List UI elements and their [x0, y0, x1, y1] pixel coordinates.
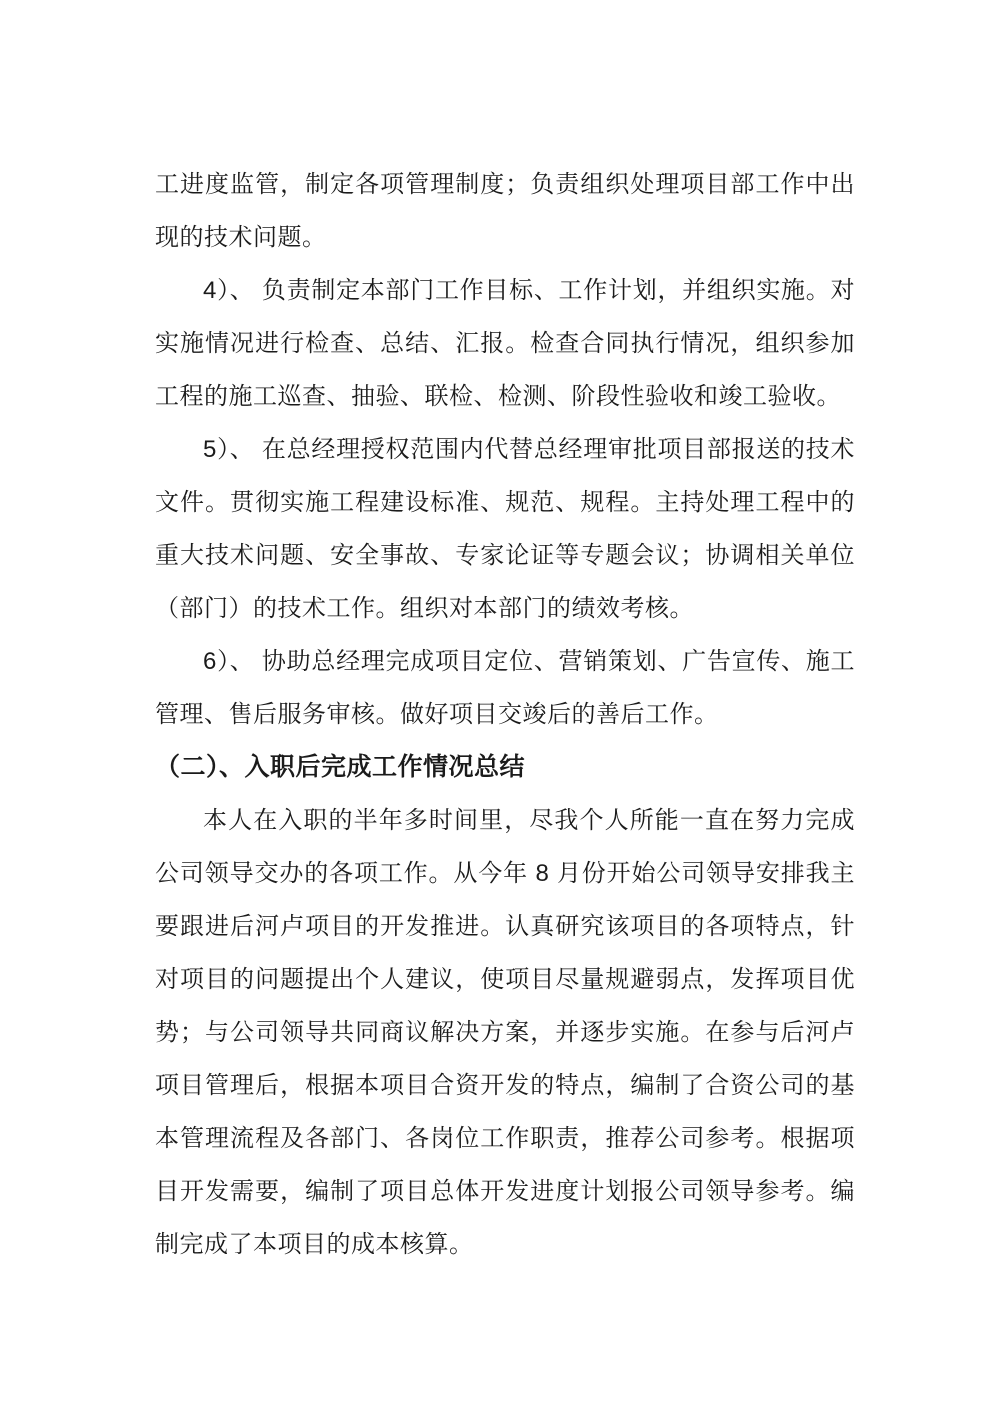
paragraph-work-summary: 本人在入职的半年多时间里，尽我个人所能一直在努力完成公司领导交办的各项工作。从今年 8 月份开始公司领导安排我主要跟进后河卢项目的开发推进。认真研究该项目的各项特点，针对项目的问题提出个人建议，使项目尽量规避弱点，发挥项目优势；与公司领导共同商议解决方案，并逐步实施。在参与后河卢项目管理后，根据本项目合资开发的特点，编制了合资公司的基本管理流程及各部门、各岗位工作职责，推荐公司参考。根据项目开发需要，编制了项目总体开发进度计划报公司领导参考。编制完成了本项目的成本核算。 — [155, 807, 855, 1258]
paragraph-overflow-continuation: 工进度监管，制定各项管理制度；负责组织处理项目部工作中出现的技术问题。 — [155, 171, 855, 251]
list-item-6: 6）、 协助总经理完成项目定位、营销策划、广告宣传、施工管理、售后服务审核。做好项目交竣后的善后工作。 — [155, 648, 855, 728]
document-content — [155, 158, 855, 1271]
list-item-4: 4）、 负责制定本部门工作目标、工作计划，并组织实施。对实施情况进行检查、总结、汇报。检查合同执行情况，组织参加工程的施工巡查、抽验、联检、检测、阶段性验收和竣工验收。 — [155, 277, 855, 410]
list-item-5: 5）、 在总经理授权范围内代替总经理审批项目部报送的技术文件。贯彻实施工程建设标准、规范、规程。主持处理工程中的重大技术问题、安全事故、专家论证等专题会议；协调相关单位（部门）的技术工作。组织对本部门的绩效考核。 — [155, 436, 855, 622]
section-heading-2: （二）、入职后完成工作情况总结 — [155, 753, 526, 781]
